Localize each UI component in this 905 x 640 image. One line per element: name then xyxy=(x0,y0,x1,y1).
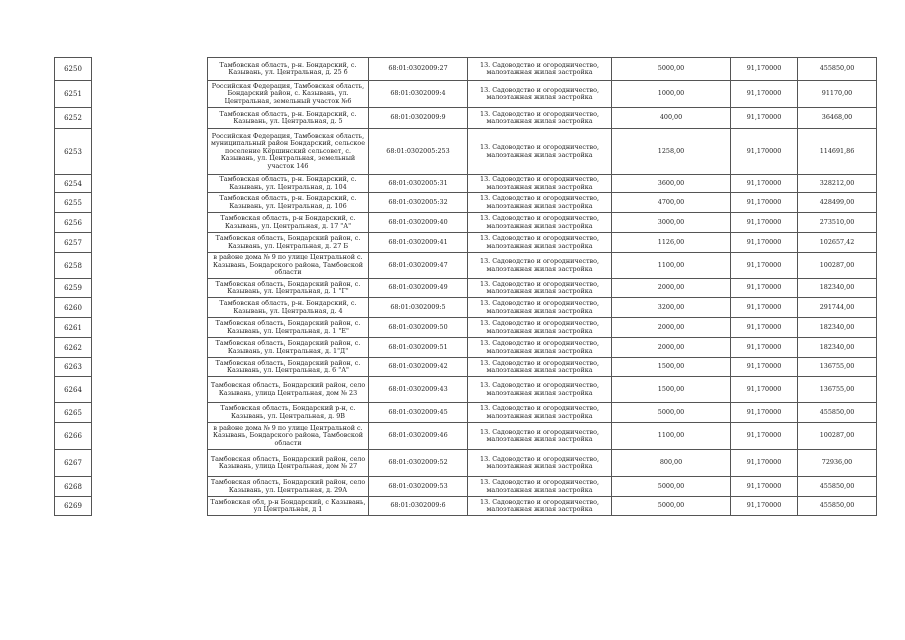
cadastral-number-cell: 68:01:0302009:45 xyxy=(369,403,468,423)
usage-cell: 13. Садоводство и огородничество, малоэтажная жилая застройка xyxy=(468,58,612,81)
cadastral-value-cell: 36468,00 xyxy=(798,108,877,129)
row-number-cell: 6266 xyxy=(55,423,92,450)
row-number-cell: 6256 xyxy=(55,213,92,233)
table-row xyxy=(208,298,877,318)
address-cell: в районе дома № 9 по улице Центральной с. Казывань, Бондарского района, Тамбовской области xyxy=(208,253,369,279)
usage-cell: 13. Садоводство и огородничество, малоэтажная жилая застройка xyxy=(468,129,612,175)
cadastral-value-cell: 182340,00 xyxy=(798,338,877,358)
table-row xyxy=(208,318,877,338)
rate-cell: 91,170000 xyxy=(731,58,798,81)
address-cell: Российская Федерация, Тамбовская область, муниципальный район Бондарский, сельское поселение Кёршинский сельсовет, с. Казывань, ул. Центральная, земельный участок 146 xyxy=(208,129,369,175)
cadastral-value-cell: 182340,00 xyxy=(798,318,877,338)
usage-cell: 13. Садоводство и огородничество, малоэтажная жилая застройка xyxy=(468,233,612,253)
area-cell: 1500,00 xyxy=(612,358,731,377)
rate-cell: 91,170000 xyxy=(731,213,798,233)
row-number-cell: 6268 xyxy=(55,477,92,497)
cadastral-value-cell: 72936,00 xyxy=(798,450,877,477)
usage-cell: 13. Садоводство и огородничество, малоэтажная жилая застройка xyxy=(468,298,612,318)
table-row xyxy=(208,193,877,213)
table-row xyxy=(208,423,877,450)
cadastral-value-cell: 328212,00 xyxy=(798,175,877,193)
usage-cell: 13. Садоводство и огородничество, малоэтажная жилая застройка xyxy=(468,497,612,516)
address-cell: в районе дома № 9 по улице Центральной с. Казывань, Бондарского района, Тамбовской области xyxy=(208,423,369,450)
row-number-row xyxy=(55,403,92,423)
row-number-cell: 6260 xyxy=(55,298,92,318)
table-row xyxy=(208,358,877,377)
cadastral-value-cell: 428499,00 xyxy=(798,193,877,213)
row-number-row xyxy=(55,175,92,193)
cadastral-value-cell: 100287,00 xyxy=(798,253,877,279)
usage-cell: 13. Садоводство и огородничество, малоэтажная жилая застройка xyxy=(468,377,612,403)
row-number-cell: 6250 xyxy=(55,58,92,81)
cadastral-number-cell: 68:01:0302009:41 xyxy=(369,233,468,253)
address-cell: Тамбовская область, Бондарский район, с. Казывань, ул. Центральная, д. 1 "Г" xyxy=(208,279,369,298)
usage-cell: 13. Садоводство и огородничество, малоэтажная жилая застройка xyxy=(468,423,612,450)
cadastral-number-cell: 68:01:0302005:32 xyxy=(369,193,468,213)
rate-cell: 91,170000 xyxy=(731,81,798,108)
table-row xyxy=(208,175,877,193)
rate-cell: 91,170000 xyxy=(731,497,798,516)
row-number-row xyxy=(55,253,92,279)
table-row xyxy=(208,233,877,253)
usage-cell: 13. Садоводство и огородничество, малоэтажная жилая застройка xyxy=(468,213,612,233)
row-number-row xyxy=(55,377,92,403)
table-row xyxy=(208,213,877,233)
cadastral-number-cell: 68:01:0302009:9 xyxy=(369,108,468,129)
cadastral-value-cell: 273510,00 xyxy=(798,213,877,233)
row-number-cell: 6255 xyxy=(55,193,92,213)
cadastral-number-cell: 68:01:0302009:27 xyxy=(369,58,468,81)
cadastral-number-cell: 68:01:0302009:42 xyxy=(369,358,468,377)
row-number-row xyxy=(55,233,92,253)
row-number-row xyxy=(55,58,92,81)
area-cell: 3000,00 xyxy=(612,213,731,233)
table-row xyxy=(208,129,877,175)
row-number-cell: 6267 xyxy=(55,450,92,477)
row-number-cell: 6263 xyxy=(55,358,92,377)
table-row xyxy=(208,338,877,358)
usage-cell: 13. Садоводство и огородничество, малоэтажная жилая застройка xyxy=(468,81,612,108)
row-number-row xyxy=(55,318,92,338)
cadastral-number-cell: 68:01:0302009:52 xyxy=(369,450,468,477)
rate-cell: 91,170000 xyxy=(731,358,798,377)
cadastral-number-cell: 68:01:0302009:53 xyxy=(369,477,468,497)
address-cell: Тамбовская область, р-н. Бондарский, с. Казывань, ул. Центральная, д. 5 xyxy=(208,108,369,129)
row-number-row xyxy=(55,129,92,175)
rate-cell: 91,170000 xyxy=(731,377,798,403)
cadastral-number-cell: 68:01:0302009:43 xyxy=(369,377,468,403)
area-cell: 400,00 xyxy=(612,108,731,129)
row-number-row xyxy=(55,213,92,233)
area-cell: 4700,00 xyxy=(612,193,731,213)
usage-cell: 13. Садоводство и огородничество, малоэтажная жилая застройка xyxy=(468,279,612,298)
area-cell: 2000,00 xyxy=(612,318,731,338)
cadastral-value-cell: 100287,00 xyxy=(798,423,877,450)
area-cell: 1100,00 xyxy=(612,423,731,450)
rate-cell: 91,170000 xyxy=(731,279,798,298)
cadastral-number-cell: 68:01:0302009:40 xyxy=(369,213,468,233)
area-cell: 1000,00 xyxy=(612,81,731,108)
cadastral-number-cell: 68:01:0302009:51 xyxy=(369,338,468,358)
usage-cell: 13. Садоводство и огородничество, малоэтажная жилая застройка xyxy=(468,403,612,423)
address-cell: Тамбовская область, р-н. Бондарский, с. Казывань, ул. Центральная, д. 106 xyxy=(208,193,369,213)
area-cell: 1126,00 xyxy=(612,233,731,253)
address-cell: Российская Федерация, Тамбовская область, Бондарский район, с. Казывань, ул. Центральная, земельный участок №6 xyxy=(208,81,369,108)
address-cell: Тамбовская область, р-н. Бондарский, с. Казывань, ул. Центральная, д. 4 xyxy=(208,298,369,318)
cadastral-number-cell: 68:01:0302005:31 xyxy=(369,175,468,193)
usage-cell: 13. Садоводство и огородничество, малоэтажная жилая застройка xyxy=(468,318,612,338)
rate-cell: 91,170000 xyxy=(731,423,798,450)
cadastral-value-cell: 102657,42 xyxy=(798,233,877,253)
area-cell: 5000,00 xyxy=(612,58,731,81)
area-cell: 5000,00 xyxy=(612,403,731,423)
rate-cell: 91,170000 xyxy=(731,338,798,358)
address-cell: Тамбовская область, Бондарский район, с. Казывань, ул. Центральная, д. 1 "Е" xyxy=(208,318,369,338)
row-number-cell: 6265 xyxy=(55,403,92,423)
row-number-cell: 6251 xyxy=(55,81,92,108)
row-number-row xyxy=(55,279,92,298)
address-cell: Тамбовская область, Бондарский район, с. Казывань, ул. Центральная, д. 6 "А" xyxy=(208,358,369,377)
address-cell: Тамбовская область, р-н. Бондарский, с. Казывань, ул. Центральная, д. 104 xyxy=(208,175,369,193)
table-row xyxy=(208,253,877,279)
usage-cell: 13. Садоводство и огородничество, малоэтажная жилая застройка xyxy=(468,108,612,129)
rate-cell: 91,170000 xyxy=(731,318,798,338)
row-number-cell: 6254 xyxy=(55,175,92,193)
rate-cell: 91,170000 xyxy=(731,298,798,318)
cadastral-number-cell: 68:01:0302009:6 xyxy=(369,497,468,516)
rate-cell: 91,170000 xyxy=(731,233,798,253)
cadastral-number-cell: 68:01:0302009:50 xyxy=(369,318,468,338)
area-cell: 5000,00 xyxy=(612,477,731,497)
table-row xyxy=(208,108,877,129)
land-plots-table xyxy=(207,57,877,516)
table-row xyxy=(208,403,877,423)
cadastral-value-cell: 136755,00 xyxy=(798,377,877,403)
rate-cell: 91,170000 xyxy=(731,450,798,477)
area-cell: 3200,00 xyxy=(612,298,731,318)
area-cell: 1500,00 xyxy=(612,377,731,403)
row-number-cell: 6264 xyxy=(55,377,92,403)
area-cell: 2000,00 xyxy=(612,338,731,358)
area-cell: 1100,00 xyxy=(612,253,731,279)
rate-cell: 91,170000 xyxy=(731,129,798,175)
usage-cell: 13. Садоводство и огородничество, малоэтажная жилая застройка xyxy=(468,175,612,193)
address-cell: Тамбовская область, Бондарский район, с. Казывань, ул. Центральная, д. 27 Б xyxy=(208,233,369,253)
table-row xyxy=(208,58,877,81)
address-cell: Тамбовская область, р-н Бондарский, с. Казывань, ул. Центральная, д. 17 "А" xyxy=(208,213,369,233)
table-row xyxy=(208,279,877,298)
row-number-table xyxy=(54,57,92,516)
cadastral-number-cell: 68:01:0302009:47 xyxy=(369,253,468,279)
cadastral-value-cell: 455850,00 xyxy=(798,497,877,516)
table-row xyxy=(208,477,877,497)
row-number-row xyxy=(55,81,92,108)
address-cell: Тамбовская область, Бондарский район, село Казывань, улица Центральная, дом № 23 xyxy=(208,377,369,403)
cadastral-value-cell: 136755,00 xyxy=(798,358,877,377)
row-number-cell: 6259 xyxy=(55,279,92,298)
area-cell: 5000,00 xyxy=(612,497,731,516)
row-number-row xyxy=(55,298,92,318)
cadastral-value-cell: 114691,86 xyxy=(798,129,877,175)
area-cell: 2000,00 xyxy=(612,279,731,298)
row-number-cell: 6253 xyxy=(55,129,92,175)
rate-cell: 91,170000 xyxy=(731,175,798,193)
address-cell: Тамбовская обл, р-н Бондарский, с Казывань, ул Центральная, д 1 xyxy=(208,497,369,516)
address-cell: Тамбовская область, Бондарский район, с. Казывань, ул. Центральная, д. 1"Д" xyxy=(208,338,369,358)
address-cell: Тамбовская область, Бондарский район, село Казывань, ул. Центральная, д. 29А xyxy=(208,477,369,497)
row-number-row xyxy=(55,108,92,129)
address-cell: Тамбовская область, р-н. Бондарский, с. Казывань, ул. Центральная, д. 25 б xyxy=(208,58,369,81)
row-number-cell: 6269 xyxy=(55,497,92,516)
table-row xyxy=(208,450,877,477)
usage-cell: 13. Садоводство и огородничество, малоэтажная жилая застройка xyxy=(468,193,612,213)
cadastral-value-cell: 455850,00 xyxy=(798,403,877,423)
table-row xyxy=(208,497,877,516)
rate-cell: 91,170000 xyxy=(731,193,798,213)
usage-cell: 13. Садоводство и огородничество, малоэтажная жилая застройка xyxy=(468,477,612,497)
cadastral-value-cell: 291744,00 xyxy=(798,298,877,318)
usage-cell: 13. Садоводство и огородничество, малоэтажная жилая застройка xyxy=(468,358,612,377)
row-number-cell: 6262 xyxy=(55,338,92,358)
cadastral-number-cell: 68:01:0302009:5 xyxy=(369,298,468,318)
cadastral-number-cell: 68:01:0302005:253 xyxy=(369,129,468,175)
cadastral-number-cell: 68:01:0302009:4 xyxy=(369,81,468,108)
row-number-cell: 6258 xyxy=(55,253,92,279)
usage-cell: 13. Садоводство и огородничество, малоэтажная жилая застройка xyxy=(468,450,612,477)
area-cell: 800,00 xyxy=(612,450,731,477)
cadastral-value-cell: 455850,00 xyxy=(798,477,877,497)
area-cell: 3600,00 xyxy=(612,175,731,193)
row-number-row xyxy=(55,497,92,516)
row-number-row xyxy=(55,338,92,358)
area-cell: 1258,00 xyxy=(612,129,731,175)
usage-cell: 13. Садоводство и огородничество, малоэтажная жилая застройка xyxy=(468,253,612,279)
rate-cell: 91,170000 xyxy=(731,403,798,423)
cadastral-number-cell: 68:01:0302009:46 xyxy=(369,423,468,450)
cadastral-number-cell: 68:01:0302009:49 xyxy=(369,279,468,298)
address-cell: Тамбовская область, Бондарский р-н, с. Казывань, ул. Центральная, д. 9В xyxy=(208,403,369,423)
row-number-cell: 6257 xyxy=(55,233,92,253)
cadastral-value-cell: 91170,00 xyxy=(798,81,877,108)
row-number-row xyxy=(55,477,92,497)
usage-cell: 13. Садоводство и огородничество, малоэтажная жилая застройка xyxy=(468,338,612,358)
row-number-row xyxy=(55,423,92,450)
address-cell: Тамбовская область, Бондарский район, село Казывань, улица Центральная, дом № 27 xyxy=(208,450,369,477)
cadastral-value-cell: 455850,00 xyxy=(798,58,877,81)
rate-cell: 91,170000 xyxy=(731,253,798,279)
row-number-cell: 6261 xyxy=(55,318,92,338)
rate-cell: 91,170000 xyxy=(731,108,798,129)
cadastral-value-cell: 182340,00 xyxy=(798,279,877,298)
row-number-cell: 6252 xyxy=(55,108,92,129)
table-row xyxy=(208,377,877,403)
rate-cell: 91,170000 xyxy=(731,477,798,497)
row-number-row xyxy=(55,450,92,477)
row-number-row xyxy=(55,358,92,377)
table-row xyxy=(208,81,877,108)
row-number-row xyxy=(55,193,92,213)
